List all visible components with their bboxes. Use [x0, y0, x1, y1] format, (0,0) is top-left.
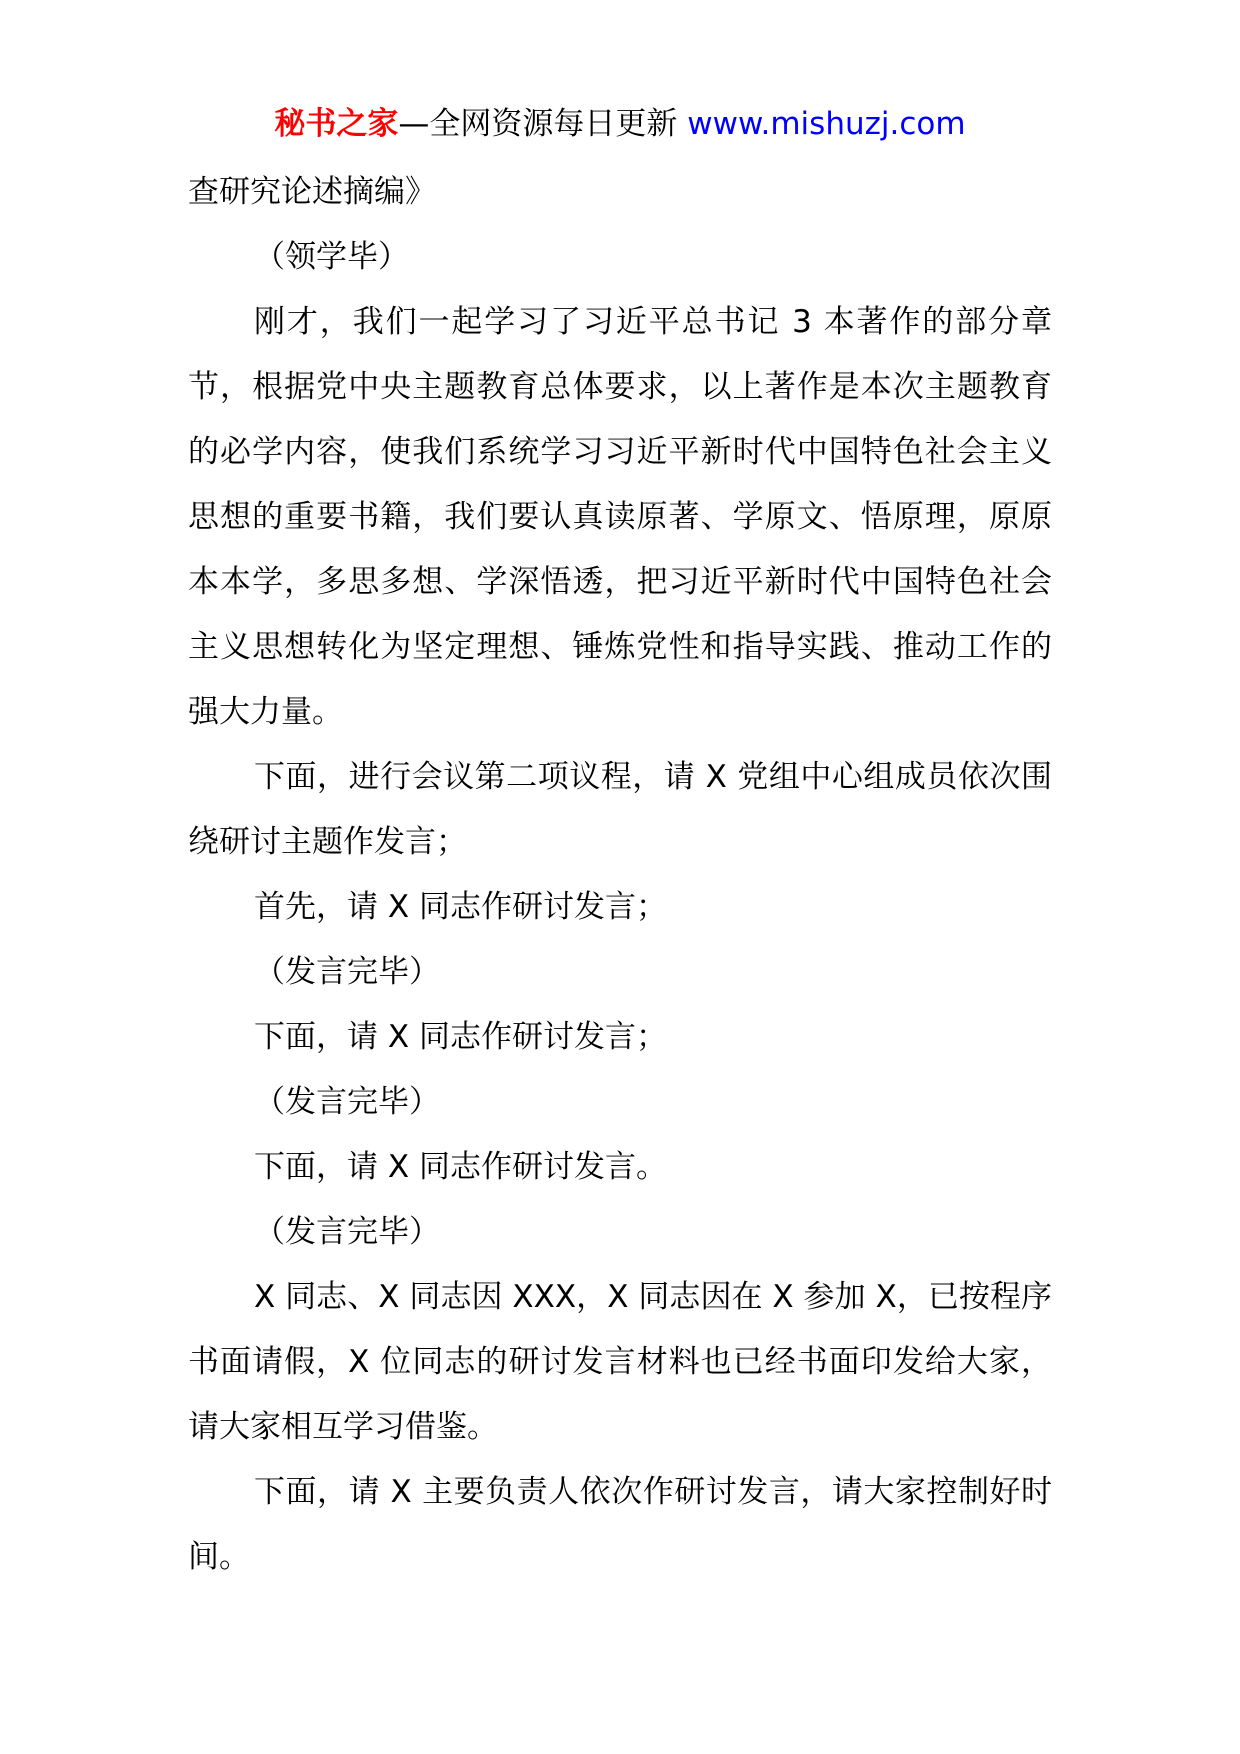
paragraph: 刚才，我们一起学习了习近平总书记 3 本著作的部分章节，根据党中央主题教育总体要求，以上著作是本次主题教育的必学内容，使我们系统学习习近平新时代中国特色社会主义思想的重要书籍，我们要认真读原著、学原文、悟原理，原原本本学，多思多想、学深悟透，把习近平新时代中国特色社会主义思想转化为坚定理想、锤炼党性和指导实践、推动工作的强大力量。 — [188, 304, 1052, 730]
document-body — [188, 160, 1052, 1590]
paragraph: 下面，请 X 同志作研讨发言。 — [254, 1149, 667, 1185]
site-tagline: —全网资源每日更新 — [398, 106, 688, 142]
paragraph: X 同志、X 同志因 XXX，X 同志因在 X 参加 X，已按程序书面请假，X 位同志的研讨发言材料也已经书面印发给大家，请大家相互学习借鉴。 — [188, 1279, 1052, 1445]
paragraph: 下面，请 X 主要负责人依次作研讨发言，请大家控制好时间。 — [188, 1474, 1052, 1575]
site-url-link[interactable]: www.mishuzj.com — [687, 106, 966, 142]
paragraph: （发言完毕） — [254, 954, 440, 990]
paragraph: 下面，进行会议第二项议程，请 X 党组中心组成员依次围绕研讨主题作发言； — [188, 759, 1052, 860]
page-header — [0, 100, 1240, 148]
paragraph: 首先，请 X 同志作研讨发言； — [254, 889, 667, 925]
paragraph: （发言完毕） — [254, 1214, 440, 1250]
site-brand: 秘书之家 — [274, 106, 399, 142]
paragraph: （领学毕） — [254, 239, 409, 275]
paragraph: （发言完毕） — [254, 1084, 440, 1120]
paragraph: 查研究论述摘编》 — [188, 174, 436, 210]
paragraph: 下面，请 X 同志作研讨发言； — [254, 1019, 667, 1055]
